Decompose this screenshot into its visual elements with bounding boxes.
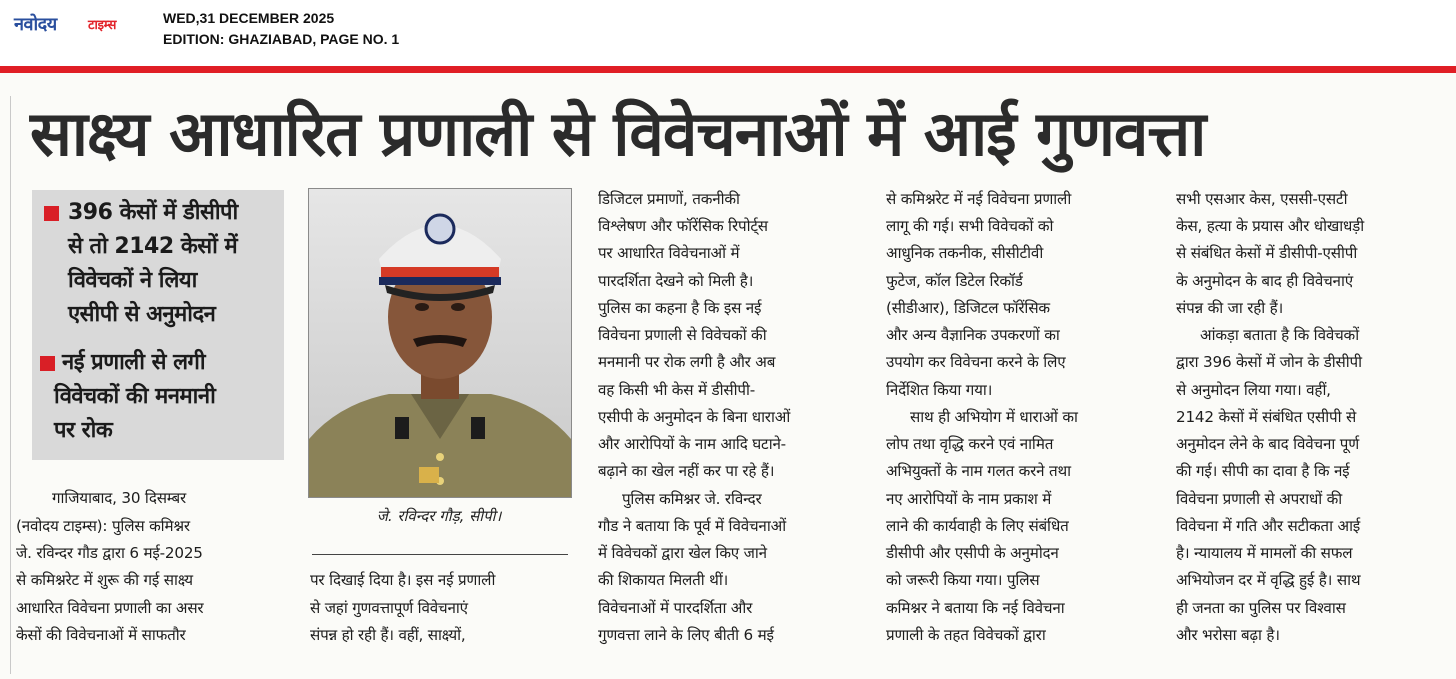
highlight-line: विवेचकों की मनमानी	[54, 384, 216, 409]
article-line: डिजिटल प्रमाणों, तकनीकी	[598, 190, 740, 208]
article-line: फुटेज, कॉल डिटेल रिकॉर्ड	[886, 272, 1023, 290]
highlight-line: विवेचकों ने लिया	[68, 268, 197, 293]
article-line: लोप तथा वृद्धि करने एवं नामित	[886, 435, 1054, 453]
article-line: एसीपी के अनुमोदन के बिना धाराओं	[598, 408, 791, 426]
article-line: से अनुमोदन लिया गया। वहीं,	[1176, 381, 1331, 399]
article-line: केसों की विवेचनाओं में साफतौर	[16, 626, 186, 644]
article-line: आधुनिक तकनीक, सीसीटीवी	[886, 244, 1044, 262]
article-line: जे. रविन्दर गौड द्वारा 6 मई-2025	[16, 544, 203, 562]
highlight-line: 396 केसों में डीसीपी	[68, 200, 238, 225]
article-line: आंकड़ा बताता है कि विवेचकों	[1200, 326, 1359, 344]
edition-label: EDITION: GHAZIABAD, PAGE NO. 1	[163, 31, 400, 47]
article-line: लागू की गई। सभी विवेचकों को	[886, 217, 1054, 235]
article-line: गाजियाबाद, 30 दिसम्बर	[52, 489, 186, 507]
article-line: कमिश्नर ने बताया कि नई विवेचना	[886, 599, 1065, 617]
article-line: के अनुमोदन के बाद ही विवेचनाएं	[1176, 272, 1353, 290]
highlight-line: नई प्रणाली से लगी	[62, 350, 206, 375]
article-line: से कमिश्नरेट में शुरू की गई साक्ष्य	[16, 571, 193, 589]
article-line: उपयोग कर विवेचना करने के लिए	[886, 353, 1066, 371]
article-line: वह किसी भी केस में डीसीपी-	[598, 381, 755, 399]
article-line: को जरूरी किया गया। पुलिस	[886, 571, 1040, 589]
highlight-line: एसीपी से अनुमोदन	[68, 302, 216, 327]
article-line: प्रणाली के तहत विवेचकों द्वारा	[886, 626, 1046, 644]
article-line: अभियोजन दर में वृद्धि हुई है। साथ	[1176, 571, 1361, 589]
article-line: विश्लेषण और फॉरेंसिक रिपोर्ट्स	[598, 217, 768, 235]
caption-rule	[312, 554, 568, 555]
article-headline: साक्ष्य आधारित प्रणाली से विवेचनाओं में आई गुणवत्ता	[30, 97, 1206, 170]
article-line: नए आरोपियों के नाम प्रकाश में	[886, 490, 1052, 508]
article-line: गुणवत्ता लाने के लिए बीती 6 मई	[598, 626, 774, 644]
highlight-box	[32, 190, 284, 460]
article-line: पर दिखाई दिया है। इस नई प्रणाली	[310, 571, 496, 589]
article-line: की शिकायत मिलती थीं।	[598, 571, 729, 589]
article-line: पुलिस का कहना है कि इस नई	[598, 299, 762, 317]
article-line: विवेचना प्रणाली से अपराधों की	[1176, 490, 1343, 508]
article-line: की गई। सीपी का दावा है कि नई	[1176, 462, 1350, 480]
article-line: और भरोसा बढ़ा है।	[1176, 626, 1280, 644]
article-line: (सीडीआर), डिजिटल फॉरेंसिक	[886, 299, 1050, 317]
article-line: गौड ने बताया कि पूर्व में विवेचनाओं	[598, 517, 786, 535]
article-line: पुलिस कमिश्नर जे. रविन्दर	[622, 490, 762, 508]
article-line: पर आधारित विवेचनाओं में	[598, 244, 740, 262]
article-line: विवेचनाओं में पारदर्शिता और	[598, 599, 753, 617]
highlight-line: से तो 2142 केसों में	[68, 234, 238, 259]
article-line: में विवेचकों द्वारा खेल किए जाने	[598, 544, 767, 562]
article-line: से जहां गुणवत्तापूर्ण विवेचनाएं	[310, 599, 468, 617]
article-line: संपन्न हो रही हैं। वहीं, साक्ष्यों,	[310, 626, 466, 644]
article-line: लाने की कार्यवाही के लिए संबंधित	[886, 517, 1069, 535]
article-line: केस, हत्या के प्रयास और धोखाधड़ी	[1176, 217, 1365, 235]
article-line: विवेचना प्रणाली से विवेचकों की	[598, 326, 767, 344]
publication-date: WED,31 DECEMBER 2025	[163, 10, 335, 26]
article-line: ही जनता का पुलिस पर विश्वास	[1176, 599, 1346, 617]
article-line: डीसीपी और एसीपी के अनुमोदन	[886, 544, 1059, 562]
article-line: (नवोदय टाइम्स): पुलिस कमिश्नर	[16, 517, 190, 535]
highlight-line: पर रोक	[54, 418, 113, 443]
officer-portrait-image	[309, 189, 571, 497]
officer-photo	[308, 188, 572, 498]
newspaper-logo	[14, 12, 139, 36]
article-line: अभियुक्तों के नाम गलत करने तथा	[886, 462, 1071, 480]
accent-divider	[0, 66, 1456, 73]
photo-caption: जे. रविन्दर गौड़, सीपी।	[376, 507, 502, 525]
article-line: सभी एसआर केस, एससी-एसटी	[1176, 190, 1348, 208]
article-line: द्वारा 396 केसों में जोन के डीसीपी	[1176, 353, 1362, 371]
article-line: और अन्य वैज्ञानिक उपकरणों का	[886, 326, 1060, 344]
article-line: अनुमोदन लेने के बाद विवेचना पूर्ण	[1176, 435, 1359, 453]
bullet-square-icon	[40, 356, 55, 371]
article-line: है। न्यायालय में मामलों की सफल	[1176, 544, 1353, 562]
bullet-square-icon	[44, 206, 59, 221]
article-line: से कमिश्नरेट में नई विवेचना प्रणाली	[886, 190, 1072, 208]
column-rule	[10, 96, 11, 674]
article-line: और आरोपियों के नाम आदि घटाने-	[598, 435, 786, 453]
logo-primary-text: नवोदय	[14, 14, 57, 35]
article-line: आधारित विवेचना प्रणाली का असर	[16, 599, 204, 617]
article-line: साथ ही अभियोग में धाराओं का	[910, 408, 1078, 426]
article-line: पारदर्शिता देखने को मिली है।	[598, 272, 754, 290]
article-line: 2142 केसों में संबंधित एसीपी से	[1176, 408, 1357, 426]
article-line: निर्देशित किया गया।	[886, 381, 993, 399]
article-line: मनमानी पर रोक लगी है और अब	[598, 353, 776, 371]
logo-secondary-text: टाइम्स	[88, 18, 117, 33]
article-line: विवेचना में गति और सटीकता आई	[1176, 517, 1361, 535]
article-line: संपन्न की जा रही हैं।	[1176, 299, 1284, 317]
masthead-bar	[0, 0, 1456, 66]
article-line: बढ़ाने का खेल नहीं कर पा रहे हैं।	[598, 462, 775, 480]
article-line: से संबंधित केसों में डीसीपी-एसीपी	[1176, 244, 1358, 262]
